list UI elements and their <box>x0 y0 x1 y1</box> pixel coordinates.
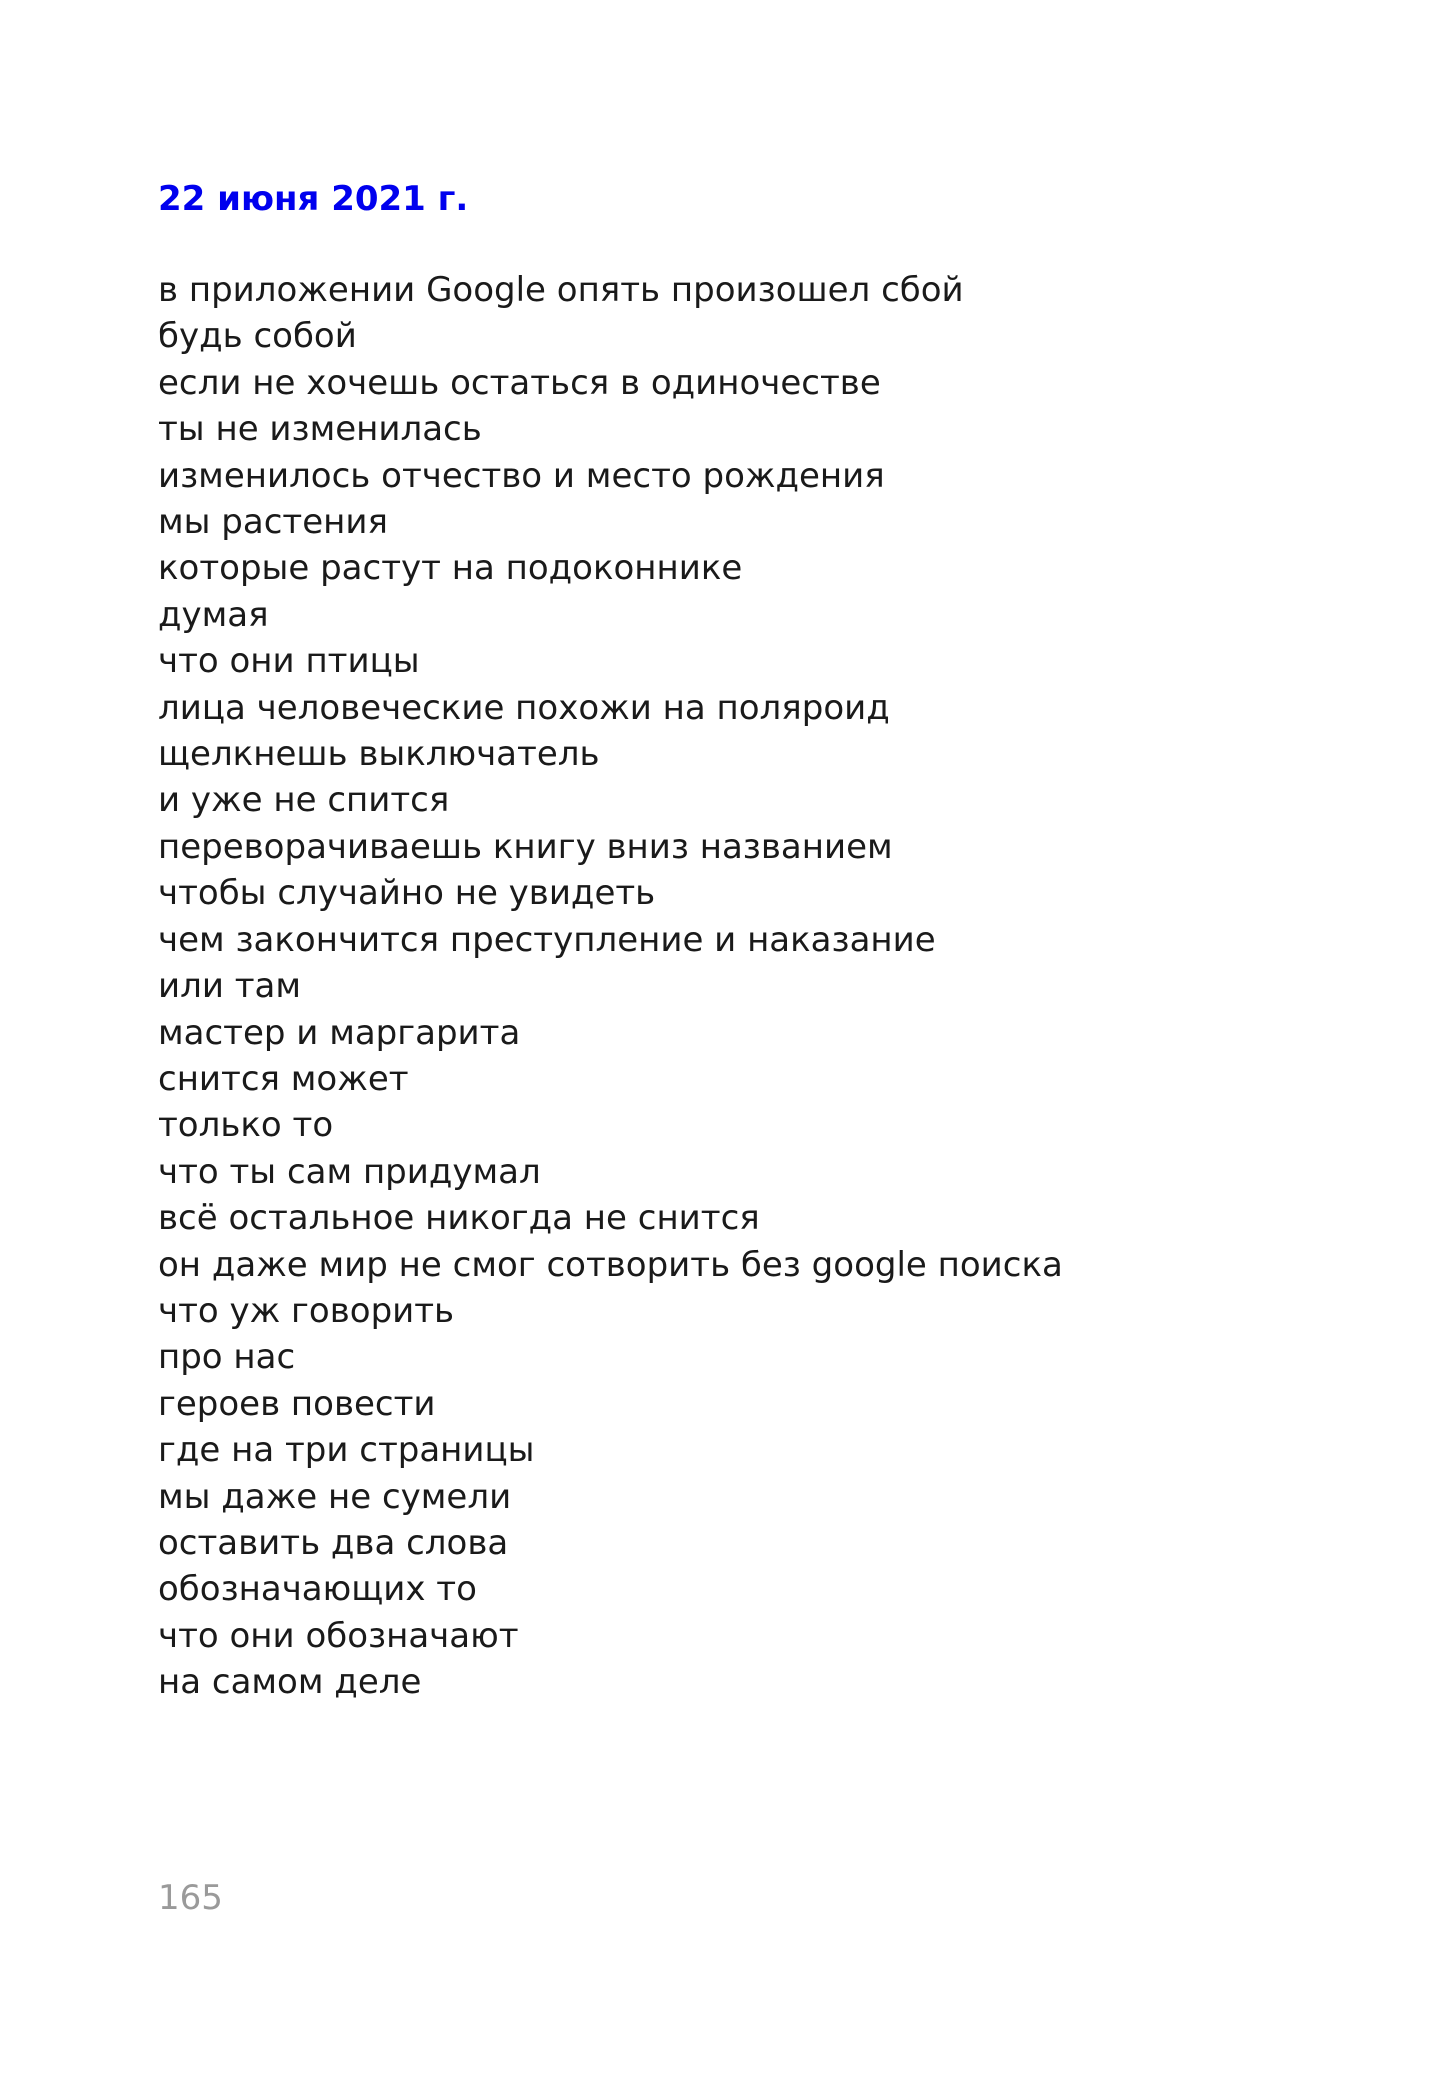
poem-line: где на три страницы <box>158 1430 535 1471</box>
poem-line: мастер и маргарита <box>158 1012 521 1053</box>
poem-line: мы даже не сумели <box>158 1476 512 1517</box>
poem-line: что ты сам придумал <box>158 1151 541 1192</box>
poem-line: или там <box>158 966 302 1007</box>
poem-line: оставить два слова <box>158 1522 509 1563</box>
poem-line: будь собой <box>158 316 357 357</box>
poem-line: в приложении Google опять произошел сбой <box>158 270 964 310</box>
poem-line: всё остальное никогда не снится <box>158 1198 760 1239</box>
poem-line: и уже не спится <box>158 780 450 821</box>
poem-line: чтобы случайно не увидеть <box>158 873 656 914</box>
poem-line: обозначающих то <box>158 1569 477 1610</box>
page-number: 165 <box>158 1878 223 1918</box>
poem-line: мы растения <box>158 502 388 543</box>
poem-line: изменилось отчество и место рождения <box>158 455 885 496</box>
poem-line: переворачиваешь книгу вниз названием <box>158 826 893 867</box>
poem-line: думая <box>158 594 269 635</box>
poem-line: что они птицы <box>158 641 420 682</box>
poem-line: чем закончится преступление и наказание <box>158 919 936 960</box>
poem-title: 22 июня 2021 г. <box>158 179 469 219</box>
poem-line: он даже мир не смог сотворить без google поиска <box>158 1244 1063 1285</box>
poem-line: на самом деле <box>158 1662 422 1703</box>
poem-line: которые растут на подоконнике <box>158 548 743 589</box>
poem-body <box>158 267 1063 1706</box>
poem-line: щелкнешь выключатель <box>158 734 600 775</box>
poem-line: что уж говорить <box>158 1290 455 1331</box>
poem-line: снится может <box>158 1058 409 1099</box>
poem-line: только то <box>158 1105 334 1146</box>
poem-line: лица человеческие похожи на поляроид <box>158 687 890 728</box>
poem-line: про нас <box>158 1337 296 1378</box>
poem-line: что они обозначают <box>158 1615 519 1656</box>
poem-line: ты не изменилась <box>158 409 482 450</box>
poem-line: если не хочешь остаться в одиночестве <box>158 362 881 403</box>
poem-line: героев повести <box>158 1383 436 1424</box>
